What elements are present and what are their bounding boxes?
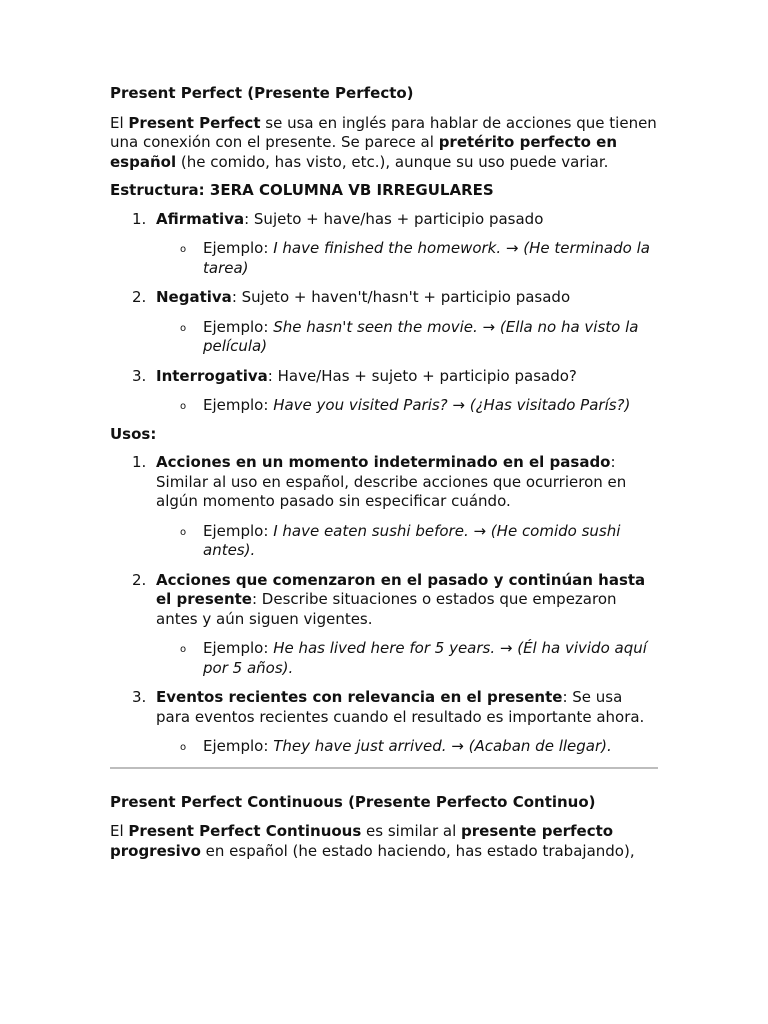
list-number: 1. [132,453,147,471]
example-item [156,639,660,678]
list-number: 3. [132,688,147,706]
item-label: Acciones en un momento indeterminado en el pasado [156,453,611,471]
example-prefix: Ejemplo: [203,317,274,336]
intro-bold-term: Present Perfect Continuous [128,822,362,840]
example-item [156,522,660,561]
item-label: Negativa [156,288,232,306]
example-list [156,318,660,357]
bullet-icon: o [180,322,187,334]
example-prefix: Ejemplo: [203,737,274,755]
example-text: They have just arrived. → (Acaban de llegar). [273,737,612,755]
item-label: Acciones que comenzaron en el pasado y continúan hasta el presente [156,570,646,608]
use-item [110,688,660,757]
use-item [110,571,660,679]
example-prefix: Ejemplo: [203,239,274,257]
item-label: Afirmativa [156,209,245,228]
use-item [110,453,660,561]
intro-paragraph [110,822,660,861]
example-text: Have you visited Paris? → (¿Has visitado París?) [273,396,631,414]
intro-text: es similar al [361,822,462,840]
example-list [156,522,660,561]
intro-text: El [110,113,129,132]
list-number: 1. [132,209,147,228]
example-prefix: Ejemplo: [203,521,274,540]
uses-list [110,453,660,757]
item-text: : Se usa para eventos recientes cuando el resultado es importante ahora. [156,688,645,726]
horizontal-divider [110,767,658,769]
example-text: I have finished the homework. → (He terminado la tarea) [203,239,650,277]
section-title-present-perfect-continuous: Present Perfect Continuous (Presente Perfecto Continuo) [110,792,596,811]
structure-item-negative [110,288,660,357]
example-prefix: Ejemplo: [203,639,274,657]
structure-heading: Estructura: 3ERA COLUMNA VB IRREGULARES [110,181,494,199]
example-item [156,239,660,278]
example-item [156,396,660,416]
example-text: He has lived here for 5 years. → (Él ha vivido aquí por 5 años). [203,639,647,677]
item-label: Eventos recientes con relevancia en el presente [156,688,563,706]
intro-bold-term: Present Perfect [128,113,261,132]
structure-item-interrogative [110,367,660,416]
section-title-present-perfect: Present Perfect (Presente Perfecto) [110,84,414,102]
example-list [156,737,660,757]
intro-text: (he comido, has visto, etc.), aunque su uso puede variar. [176,152,609,171]
example-list [156,639,660,678]
document-content [110,84,660,870]
intro-bold-term: presente perfecto progresivo [110,822,614,860]
item-text: : Sujeto + have/has + participio pasado [244,209,544,228]
intro-paragraph [110,114,660,173]
structure-list [110,210,660,416]
example-prefix: Ejemplo: [203,396,274,414]
example-list [156,239,660,278]
uses-heading: Usos: [110,424,157,443]
bullet-icon: o [180,401,187,412]
bullet-icon: o [180,244,187,255]
item-text: : Have/Has + sujeto + participio pasado? [267,366,577,385]
example-item [156,737,660,757]
intro-text: El [110,822,129,840]
intro-text: se usa en inglés para hablar de acciones que tienen una conexión con el presente. Se parece al [110,113,657,151]
structure-item-affirmative [110,210,660,279]
item-text: : Similar al uso en español, describe acciones que ocurrieron en algún momento pasado sin especificar cuándo. [156,453,627,510]
intro-bold-term: pretérito perfecto en español [110,133,618,171]
item-text: : Describe situaciones o estados que empezaron antes y aún siguen vigentes. [156,590,617,628]
bullet-icon: o [180,742,187,753]
example-item [156,318,660,357]
item-label: Interrogativa [156,366,268,385]
item-text: : Sujeto + haven't/hasn't + participio pasado [231,288,571,306]
list-number: 3. [132,366,147,385]
list-number: 2. [132,288,147,306]
example-text: She hasn't seen the movie. → (Ella no ha visto la película) [203,317,639,355]
bullet-icon: o [180,644,187,655]
example-list [156,396,660,416]
bullet-icon: o [180,526,187,538]
list-number: 2. [132,570,147,589]
example-text: I have eaten sushi before. → (He comido sushi antes). [203,521,621,559]
intro-text: en español (he estado haciendo, has estado trabajando), [200,841,635,860]
